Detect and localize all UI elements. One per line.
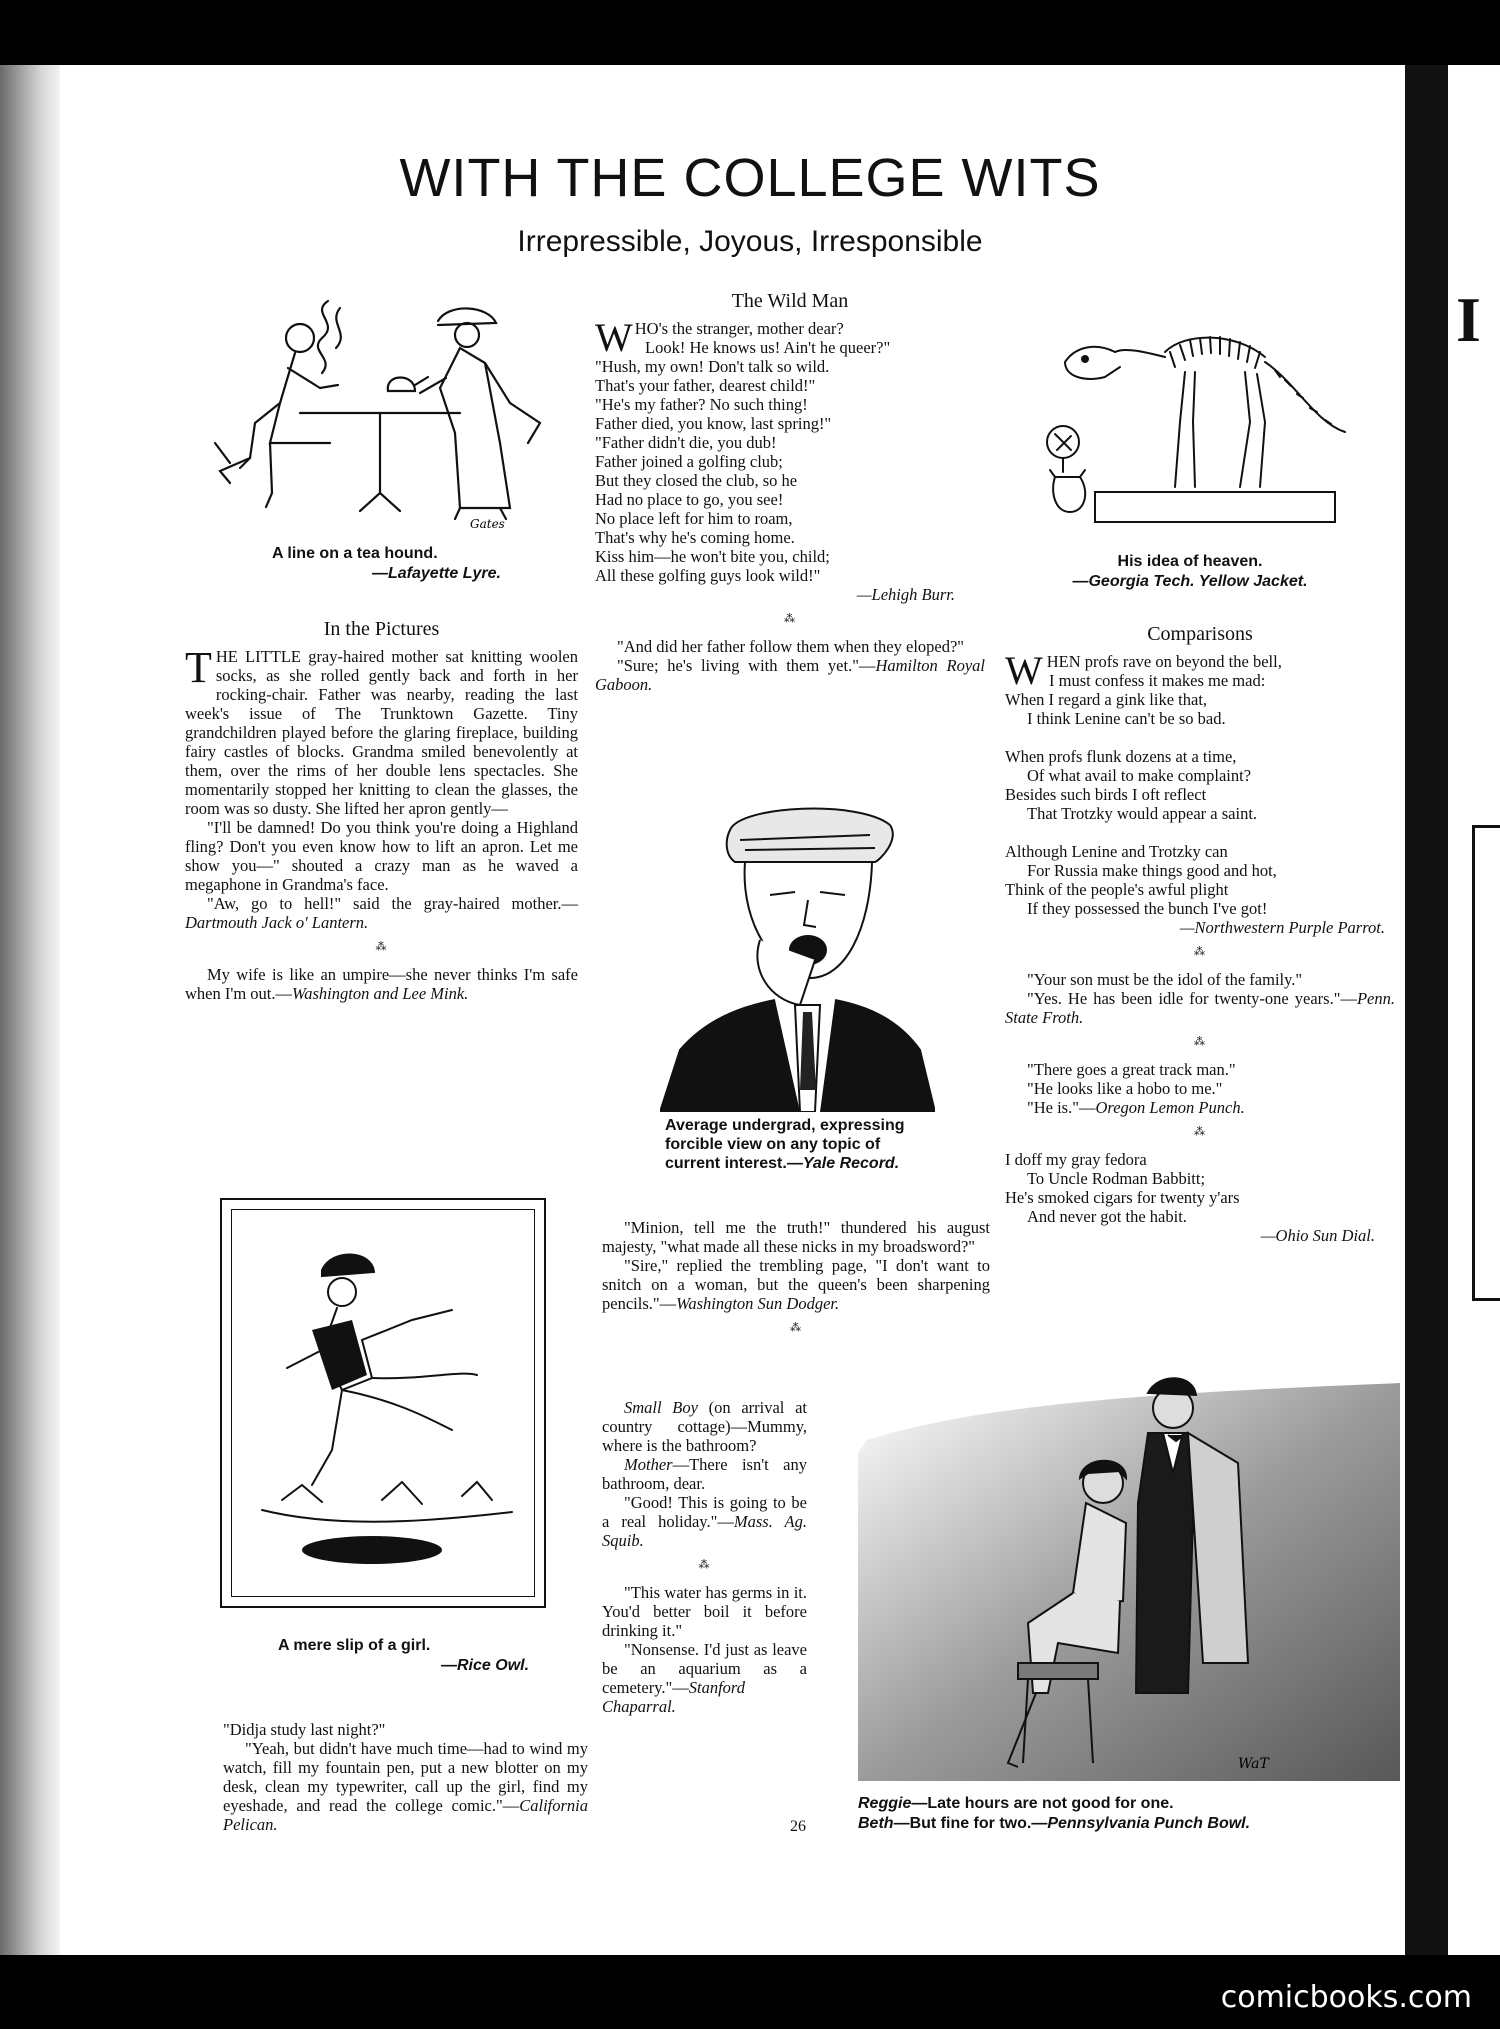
page-title: WITH THE COLLEGE WITS [399, 148, 1101, 208]
source-credit: Mass. Ag. Squib. [602, 1512, 807, 1550]
source-credit: Stanford Chaparral. [602, 1678, 745, 1716]
source-credit: Hamilton Royal Gaboon. [595, 656, 985, 694]
heaven-source: —Georgia Tech. Yellow Jacket. [1072, 573, 1308, 590]
slip-girl-caption: A mere slip of a girl. [278, 1637, 431, 1654]
adjacent-page-edge: I [1448, 65, 1500, 1955]
study-joke: "Didja study last night?" "Yeah, but didn't have much time—had to wind my watch, fill my fountain pen, put a new blotter on my desk, clean my typewriter, call up the girl, find my eyeshade, and read the college comic."—California Pelican. [223, 1720, 588, 1834]
source-credit: —Northwestern Purple Parrot. [1179, 918, 1385, 937]
section-divider: ⁂ [698, 1559, 711, 1571]
site-watermark: comicbooks.com [1220, 1980, 1472, 2015]
in-the-pictures-article: In the Pictures THE LITTLE gray-haired mother sat knitting woolen socks, as she rolled gently back and forth in her rocking-chair. Father was nearby, reading the last week's issue of The Trunktown Gazette. Tiny grandchildren played before the glaring fireplace, building fairy castles of blocks. Grandma smiled benevolently at them, over the rims of her double lens spectacles. She momentarily stopped her knitting to clean the glasses, the room was so dusty. She lifted her apron gently— "I'll be damned! Do you think you're doing a Highland fling? Don't you even know how to lift an apron. Let me show you—" shouted a crazy man as he waved a megaphone in Grandma's face. "Aw, go to hell!" said the gray-haired mother.—Dartmouth Jack o' Lantern. ⁂ My wife is like an umpire—she never thinks I'm safe when I'm out.—Washington and Lee Mink. [185, 618, 579, 1003]
undergrad-caption: Average undergrad, expressing forcible view on any topic of current interest.—Yale Record. [665, 1117, 905, 1172]
section-divider: ⁂ [790, 1322, 802, 1334]
drop-cap: W [1005, 648, 1043, 693]
minion-joke: "Minion, tell me the truth!" thundered his august majesty, "what made all these nicks in my broadsword?" "Sire," replied the trembling page, "I don't want to snitch on a woman, but the queen's been sharpening pencils."—Washington Sun Dodger. ⁂ [602, 1218, 990, 1346]
source-credit: California Pelican. [223, 1796, 588, 1834]
drop-cap: T [185, 643, 212, 692]
section-divider: ⁂ [1194, 946, 1206, 958]
source-credit: Oregon Lemon Punch. [1095, 1098, 1245, 1117]
magazine-page [0, 65, 1448, 1955]
slip-girl-cartoon [220, 1198, 546, 1608]
wild-man-poem: The Wild Man WHO's the stranger, mother dear? Look! He knows us! Ain't he queer?" "Hush, my own! Don't talk so wild. That's your father, dearest child!" "He's my father? No such thing! Father died, you know, last spring!" "Father didn't die, you dub! Father joined a golfing club; But they closed the club, so he Had no place to go, you see! No place left for him to roam, That's why he's coming home. Kiss him—he won't bite you, child; All these golfing guys look wild!" —Lehigh Burr. ⁂ "And did her father follow them when they eloped?" "Sure; he's living with them yet."—Hamilton Royal Gaboon. [595, 290, 985, 694]
wild-man-heading: The Wild Man [731, 290, 849, 312]
reggie-caption-line1: Reggie—Late hours are not good for one. [858, 1795, 1174, 1812]
drop-cap: W [595, 315, 633, 360]
tea-hound-source: —Lafayette Lyre. [372, 565, 501, 582]
umpire-joke: My wife is like an umpire—she never thinks I'm safe when I'm out.— [185, 965, 578, 1003]
tea-hound-caption: A line on a tea hound. [272, 545, 438, 562]
comparisons-heading: Comparisons [1147, 623, 1253, 645]
source-credit: Washington and Lee Mink. [292, 984, 469, 1003]
undergrad-yawn-cartoon [660, 800, 935, 1112]
tea-hound-cartoon [210, 293, 570, 533]
dinosaur-skeleton-cartoon [1035, 312, 1355, 542]
source-credit: —Ohio Sun Dial. [1260, 1226, 1375, 1245]
svg-text:WaT: WaT [1238, 1756, 1269, 1772]
bathroom-joke: Small Boy (on arrival at country cottage)—Mummy, where is the bathroom? Mother—There isn't any bathroom, dear. "Good! This is going to be a real holiday."—Mass. Ag. Squib. ⁂ "This water has germs in it. You'd better boil it before drinking it." "Nonsense. I'd just as leave be an aquarium as a cemetery."—Stanford Chaparral. [602, 1398, 807, 1716]
artist-signature: Gates [470, 517, 505, 531]
source-credit: Dartmouth Jack o' Lantern. [185, 913, 369, 932]
reggie-beth-illustration [858, 1363, 1400, 1781]
page-gutter [1405, 65, 1448, 1955]
page-subtitle: Irrepressible, Joyous, Irresponsible [517, 225, 983, 258]
reggie-caption-line2: Beth—But fine for two.—Pennsylvania Punch Bowl. [858, 1815, 1251, 1832]
section-divider: ⁂ [1194, 1126, 1206, 1138]
undergrad-source: Yale Record. [802, 1155, 900, 1172]
section-divider: ⁂ [375, 941, 388, 953]
heaven-caption: His idea of heaven. [1117, 553, 1263, 570]
page-number: 26 [790, 1818, 806, 1835]
reggie-source: Pennsylvania Punch Bowl. [1047, 1815, 1251, 1832]
book-binding [0, 65, 60, 1955]
section-divider: ⁂ [1194, 1036, 1206, 1048]
source-credit: Penn. State Froth. [1005, 989, 1395, 1027]
slip-girl-source: —Rice Owl. [441, 1657, 530, 1674]
comparisons-poem: Comparisons WHEN profs rave on beyond the bell, I must confess it makes me mad: When I regard a gink like that, I think Lenine can't be so bad. When profs flunk dozens at a time, Of what avail to make complaint? Besides such birds I oft reflect That Trotzky would appear a saint. Although Lenine and Trotzky can For Russia make things good and hot, Think of the people's awful plight If they possessed the bunch I've got! —Northwestern Purple Parrot. ⁂ "Your son must be the idol of the family." "Yes. He has been idle for twenty-one years."—Penn. State Froth. ⁂ "There goes a great track man." "He looks like a hobo to me." "He is."—Oregon Lemon Punch. ⁂ I doff my gray fedora To Uncle Rodman Babbitt; He's smoked cigars for twenty y'ars And never got the habit. —Ohio Sun Dial. [1005, 623, 1395, 1245]
source-credit: Washington Sun Dodger. [676, 1294, 840, 1313]
pictures-paragraph: "I'll be damned! Do you think you're doing a Highland fling? Don't you even know how to lift an apron. Let me show you—" shouted a crazy man as he waved a megaphone in Grandma's face. [185, 818, 578, 894]
source-credit: —Lehigh Burr. [856, 585, 955, 604]
section-divider: ⁂ [784, 613, 796, 625]
in-the-pictures-heading: In the Pictures [323, 618, 440, 640]
